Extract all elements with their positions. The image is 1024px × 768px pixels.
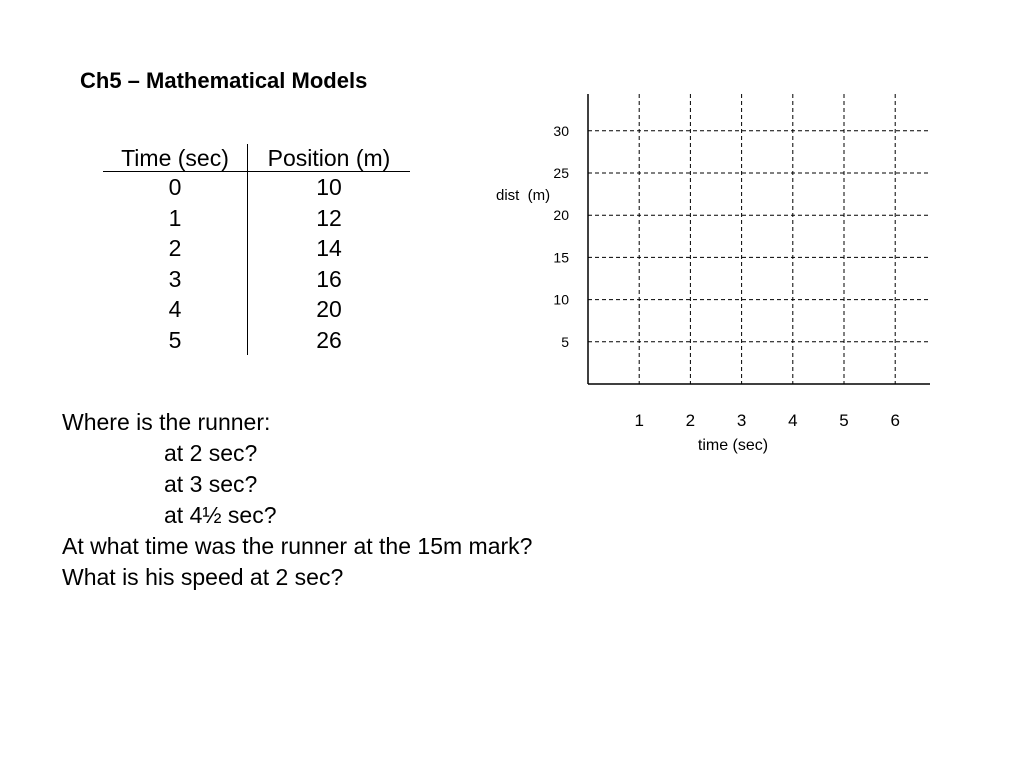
y-tick-label: 20 (553, 207, 569, 224)
table-cell-position: 10 (316, 174, 342, 201)
x-tick-label: 5 (839, 411, 849, 430)
y-tick-label: 15 (553, 249, 569, 266)
y-tick-label: 5 (561, 333, 569, 350)
y-tick-label: 10 (553, 291, 569, 308)
question-item: at 2 sec? (164, 440, 258, 466)
x-tick-label: 1 (634, 411, 644, 430)
x-tick-label: 6 (890, 411, 900, 430)
table-cell-time: 5 (103, 325, 248, 356)
question-item: at 3 sec? (164, 471, 258, 497)
table-cell-position: 12 (316, 204, 342, 231)
table-cell-time: 4 (103, 294, 248, 325)
table-cell-time: 1 (103, 203, 248, 234)
y-tick-label: 25 (553, 165, 569, 181)
table-cell-time: 0 (103, 172, 248, 203)
x-tick-label: 4 (788, 411, 798, 430)
table-cell-position: 16 (316, 265, 342, 292)
table-cell-position: 20 (316, 296, 342, 323)
page-title: Ch5 – Mathematical Models (80, 68, 368, 93)
y-tick-label: 30 (553, 122, 569, 139)
question-item: at 4½ sec? (164, 502, 277, 528)
x-tick-label: 2 (685, 411, 696, 430)
x-axis-label: time (sec) (697, 437, 769, 454)
table-cell-position: 26 (316, 326, 342, 353)
question-item: Where is the runner: (62, 409, 271, 435)
table-cell-time: 2 (103, 233, 248, 264)
column-header-time: Time (sec) (103, 144, 248, 172)
table-cell-time: 3 (103, 264, 248, 295)
question-item: What is his speed at 2 sec? (62, 564, 344, 590)
question-item: At what time was the runner at the 15m mark? (62, 533, 533, 559)
x-tick-label: 3 (736, 411, 747, 430)
y-axis-label: dist (m) (496, 187, 551, 204)
column-header-position: Position (m) (248, 144, 411, 172)
table-cell-position: 14 (316, 235, 342, 262)
